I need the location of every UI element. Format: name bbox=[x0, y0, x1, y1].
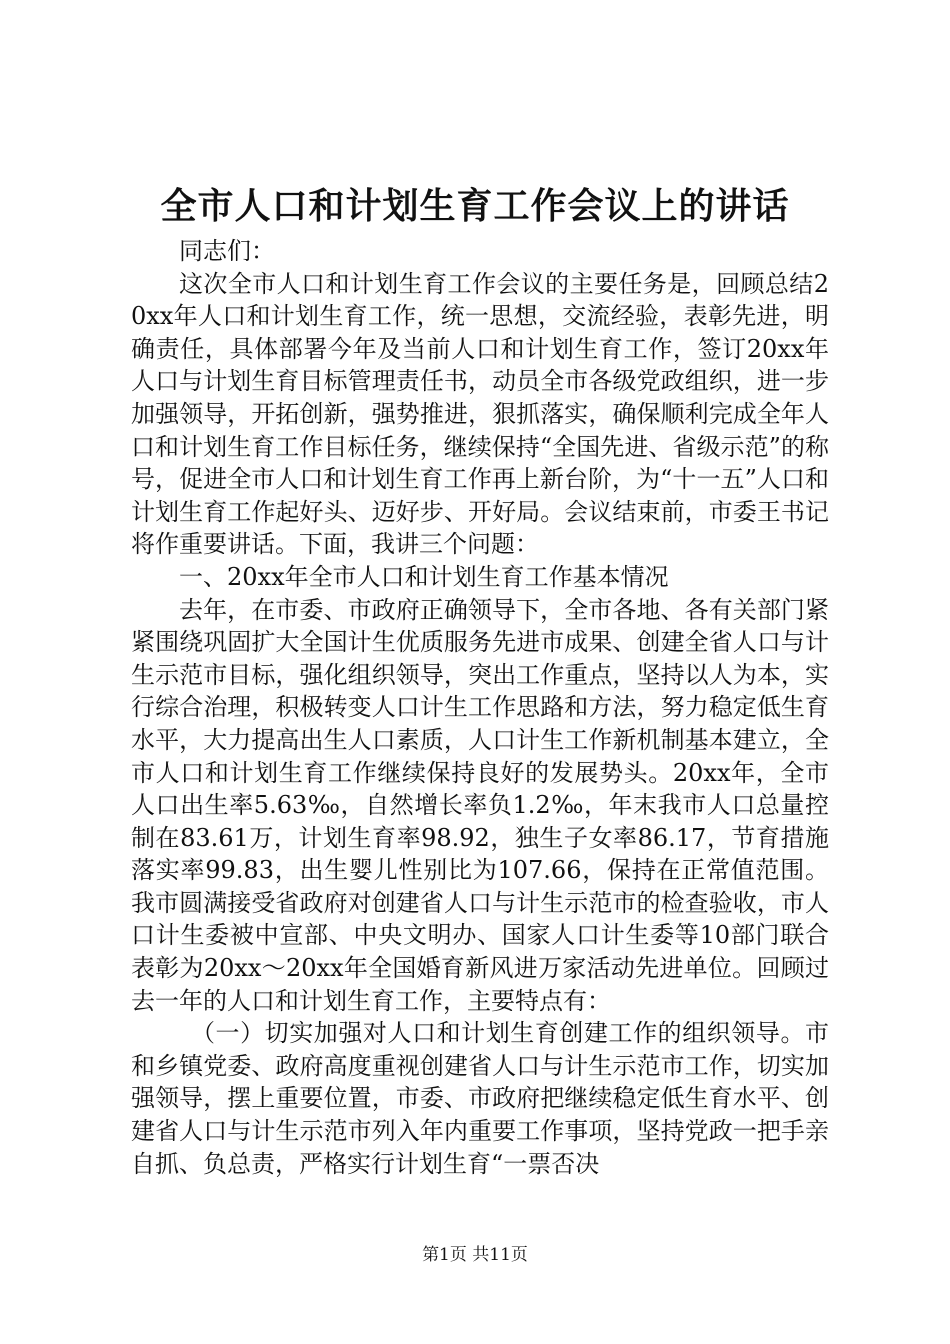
salutation: 同志们： bbox=[179, 237, 275, 265]
document-title: 全市人口和计划生育工作会议上的讲话 bbox=[160, 185, 790, 227]
subsection-paragraph: （一）切实加强对人口和计划生育创建工作的组织领导。市和乡镇党委、政府高度重视创建省人口与计生示范市工作，切实加强领导，摆上重要位置，市委、市政府把继续稳定低生育水平、创建省人口与计生示范市列入年内重要工作事项，坚持党政一把手亲自抓、负总责，严格实行计划生育“一票否决 bbox=[131, 1019, 829, 1178]
intro-paragraph: 这次全市人口和计划生育工作会议的主要任务是，回顾总结20xx年人口和计划生育工作，统一思想，交流经验，表彰先进，明确责任，具体部署今年及当前人口和计划生育工作，签订20xx年人口与计划生育目标管理责任书，动员全市各级党政组织，进一步加强领导，开拓创新，强势推进，狠抓落实，确保顺利完成全年人口和计划生育工作目标任务，继续保持“全国先进、省级示范”的称号，促进全市人口和计划生育工作再上新台阶，为“十一五”人口和计划生育工作起好头、迈好步、开好局。会议结束前，市委王书记将作重要讲话。下面，我讲三个问题： bbox=[131, 269, 829, 559]
summary-paragraph: 去年，在市委、市政府正确领导下，全市各地、各有关部门紧紧围绕巩固扩大全国计生优质服务先进市成果、创建全省人口与计生示范市目标，强化组织领导，突出工作重点，坚持以人为本，实行综合治理，积极转变人口计生工作思路和方法，努力稳定低生育水平，大力提高出生人口素质，人口计生工作新机制基本建立，全市人口和计划生育工作继续保持良好的发展势头。20xx年，全市人口出生率5.63‰，自然增长率负1.2‰，年末我市人口总量控制在83.61万，计划生育率98.92，独生子女率86.17，节育措施落实率99.83，出生婴儿性别比为107.66，保持在正常值范围。我市圆满接受省政府对创建省人口与计生示范市的检查验收，市人口计生委被中宣部、中央文明办、国家人口计生委等10部门联合表彰为20xx～20xx年全国婚育新风进万家活动先进单位。回顾过去一年的人口和计划生育工作，主要特点有： bbox=[131, 595, 829, 1015]
section-heading: 一、20xx年全市人口和计划生育工作基本情况 bbox=[179, 562, 669, 591]
page-number: 第1页 共11页 bbox=[422, 1245, 528, 1265]
document-body bbox=[131, 235, 829, 1180]
